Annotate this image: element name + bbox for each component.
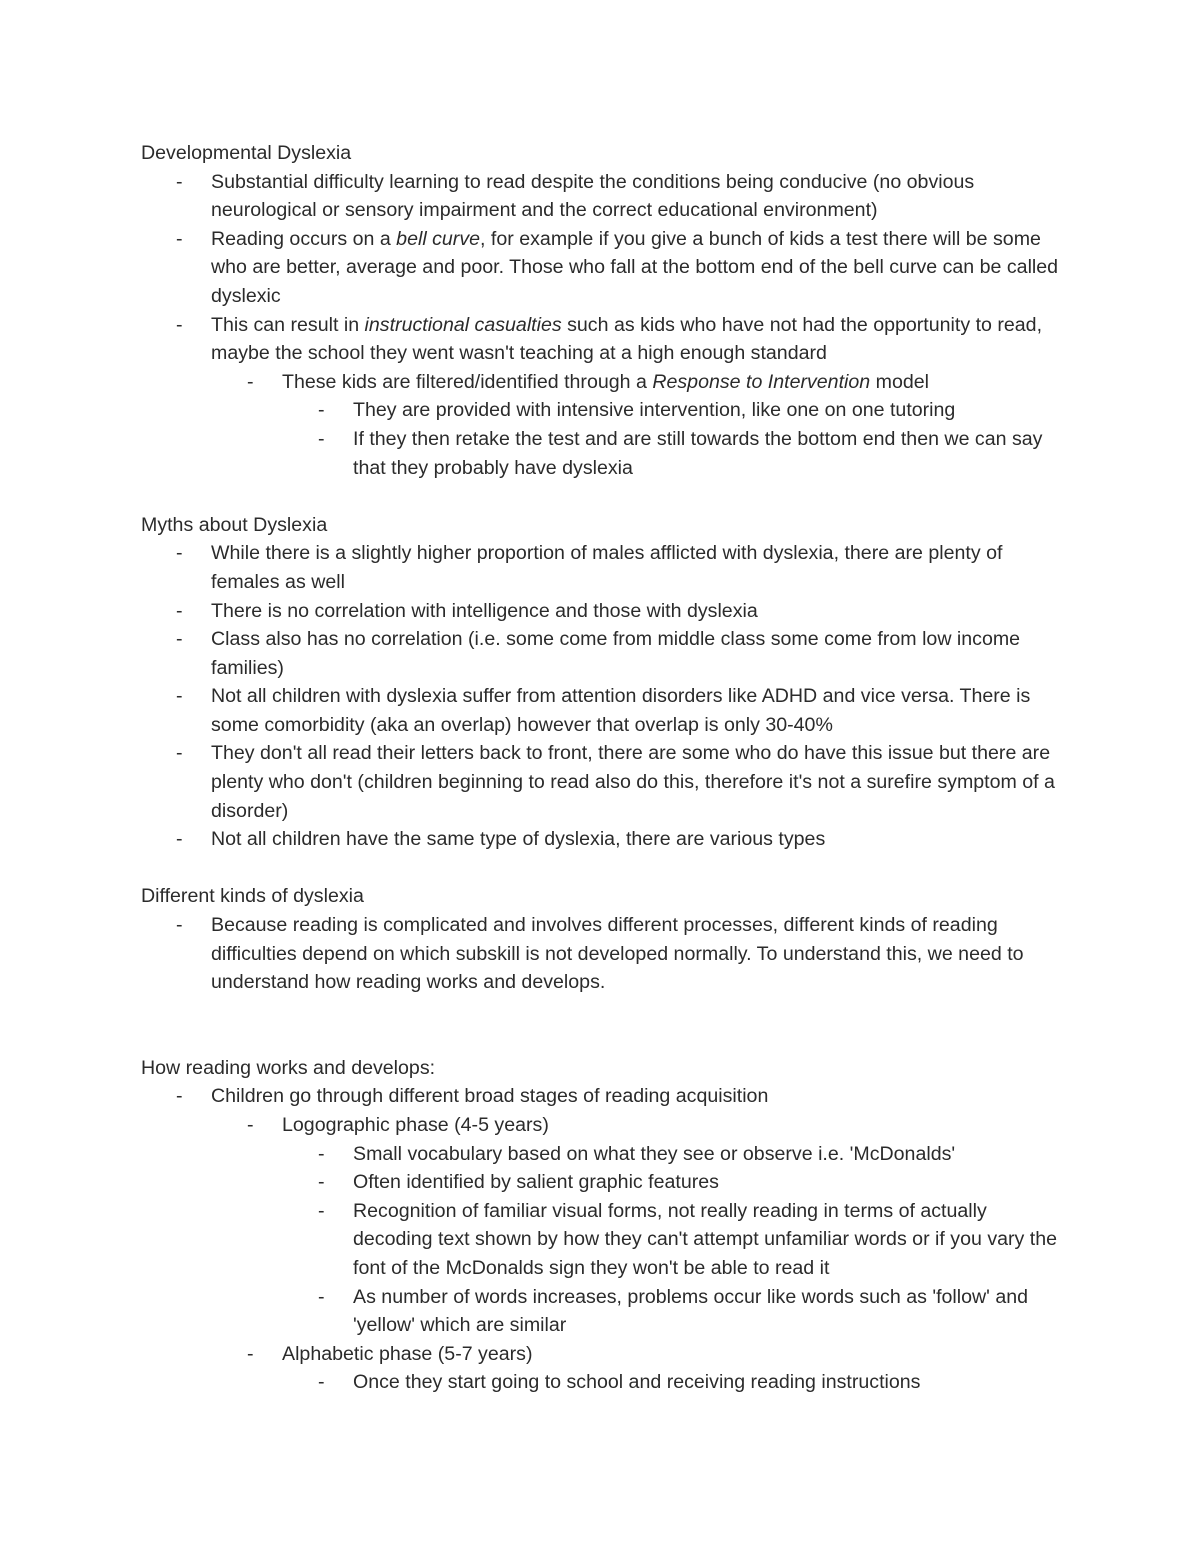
section-how-reading-works — [141, 1054, 1071, 1397]
section-heading: Myths about Dyslexia — [141, 513, 328, 536]
list-item: - They are provided with intensive intervention, like one on one tutoring — [141, 396, 1071, 425]
bullet-list — [141, 168, 1071, 483]
bullet-list — [141, 911, 1071, 997]
list-item: - Not all children with dyslexia suffer from attention disorders like ADHD and vice versa. There is some comorbidity (aka an overlap) however that overlap is only 30-40% — [141, 682, 1071, 739]
list-item: - While there is a slightly higher proportion of males afflicted with dyslexia, there are plenty of females as well — [141, 539, 1071, 596]
list-item: - Substantial difficulty learning to read despite the conditions being conducive (no obvious neurological or sensory impairment and the correct educational environment) — [141, 168, 1071, 225]
list-item: - If they then retake the test and are still towards the bottom end then we can say that they probably have dyslexia — [141, 425, 1071, 482]
list-item: - Small vocabulary based on what they see or observe i.e. 'McDonalds' — [141, 1140, 1071, 1169]
section-developmental-dyslexia — [141, 139, 1071, 482]
list-item: - Logographic phase (4-5 years) — [141, 1111, 1071, 1140]
list-item: - Reading occurs on a bell curve, for example if you give a bunch of kids a test there will be some who are better, average and poor. Those who fall at the bottom end of the bell curve can be called dyslexic — [141, 225, 1071, 311]
section-heading: Different kinds of dyslexia — [141, 885, 364, 908]
section-myths-about-dyslexia — [141, 511, 1071, 854]
list-item: - Often identified by salient graphic features — [141, 1168, 1071, 1197]
section-heading: Developmental Dyslexia — [141, 142, 352, 164]
list-item: - There is no correlation with intelligence and those with dyslexia — [141, 597, 1071, 626]
document-body — [141, 139, 1071, 1426]
list-item: - Not all children have the same type of dyslexia, there are various types — [141, 825, 1071, 854]
list-item: - Class also has no correlation (i.e. some come from middle class some come from low income families) — [141, 625, 1071, 682]
list-item: - Alphabetic phase (5-7 years) — [141, 1340, 1071, 1369]
bullet-list — [141, 539, 1071, 854]
bullet-list — [141, 1082, 1071, 1397]
list-item: - They don't all read their letters back to front, there are some who do have this issue but there are plenty who don't (children beginning to read also do this, therefore it's not a surefire symptom of a disorder) — [141, 739, 1071, 825]
list-item: - As number of words increases, problems occur like words such as 'follow' and 'yellow' which are similar — [141, 1283, 1071, 1340]
list-item: - Children go through different broad stages of reading acquisition — [141, 1082, 1071, 1111]
list-item: - This can result in instructional casualties such as kids who have not had the opportunity to read, maybe the school they went wasn't teaching at a high enough standard — [141, 311, 1071, 368]
list-item: - Because reading is complicated and involves different processes, different kinds of reading difficulties depend on which subskill is not developed normally. To understand this, we need to understand how reading works and develops. — [141, 911, 1071, 997]
list-item: - These kids are filtered/identified through a Response to Intervention model — [141, 368, 1071, 397]
section-different-kinds-of-dyslexia — [141, 882, 1071, 996]
list-item: - Once they start going to school and receiving reading instructions — [141, 1368, 1071, 1397]
list-item: - Recognition of familiar visual forms, not really reading in terms of actually decoding text shown by how they can't attempt unfamiliar words or if you vary the font of the McDonalds sign they won't be able to read it — [141, 1197, 1071, 1283]
section-heading: How reading works and develops: — [141, 1056, 436, 1079]
